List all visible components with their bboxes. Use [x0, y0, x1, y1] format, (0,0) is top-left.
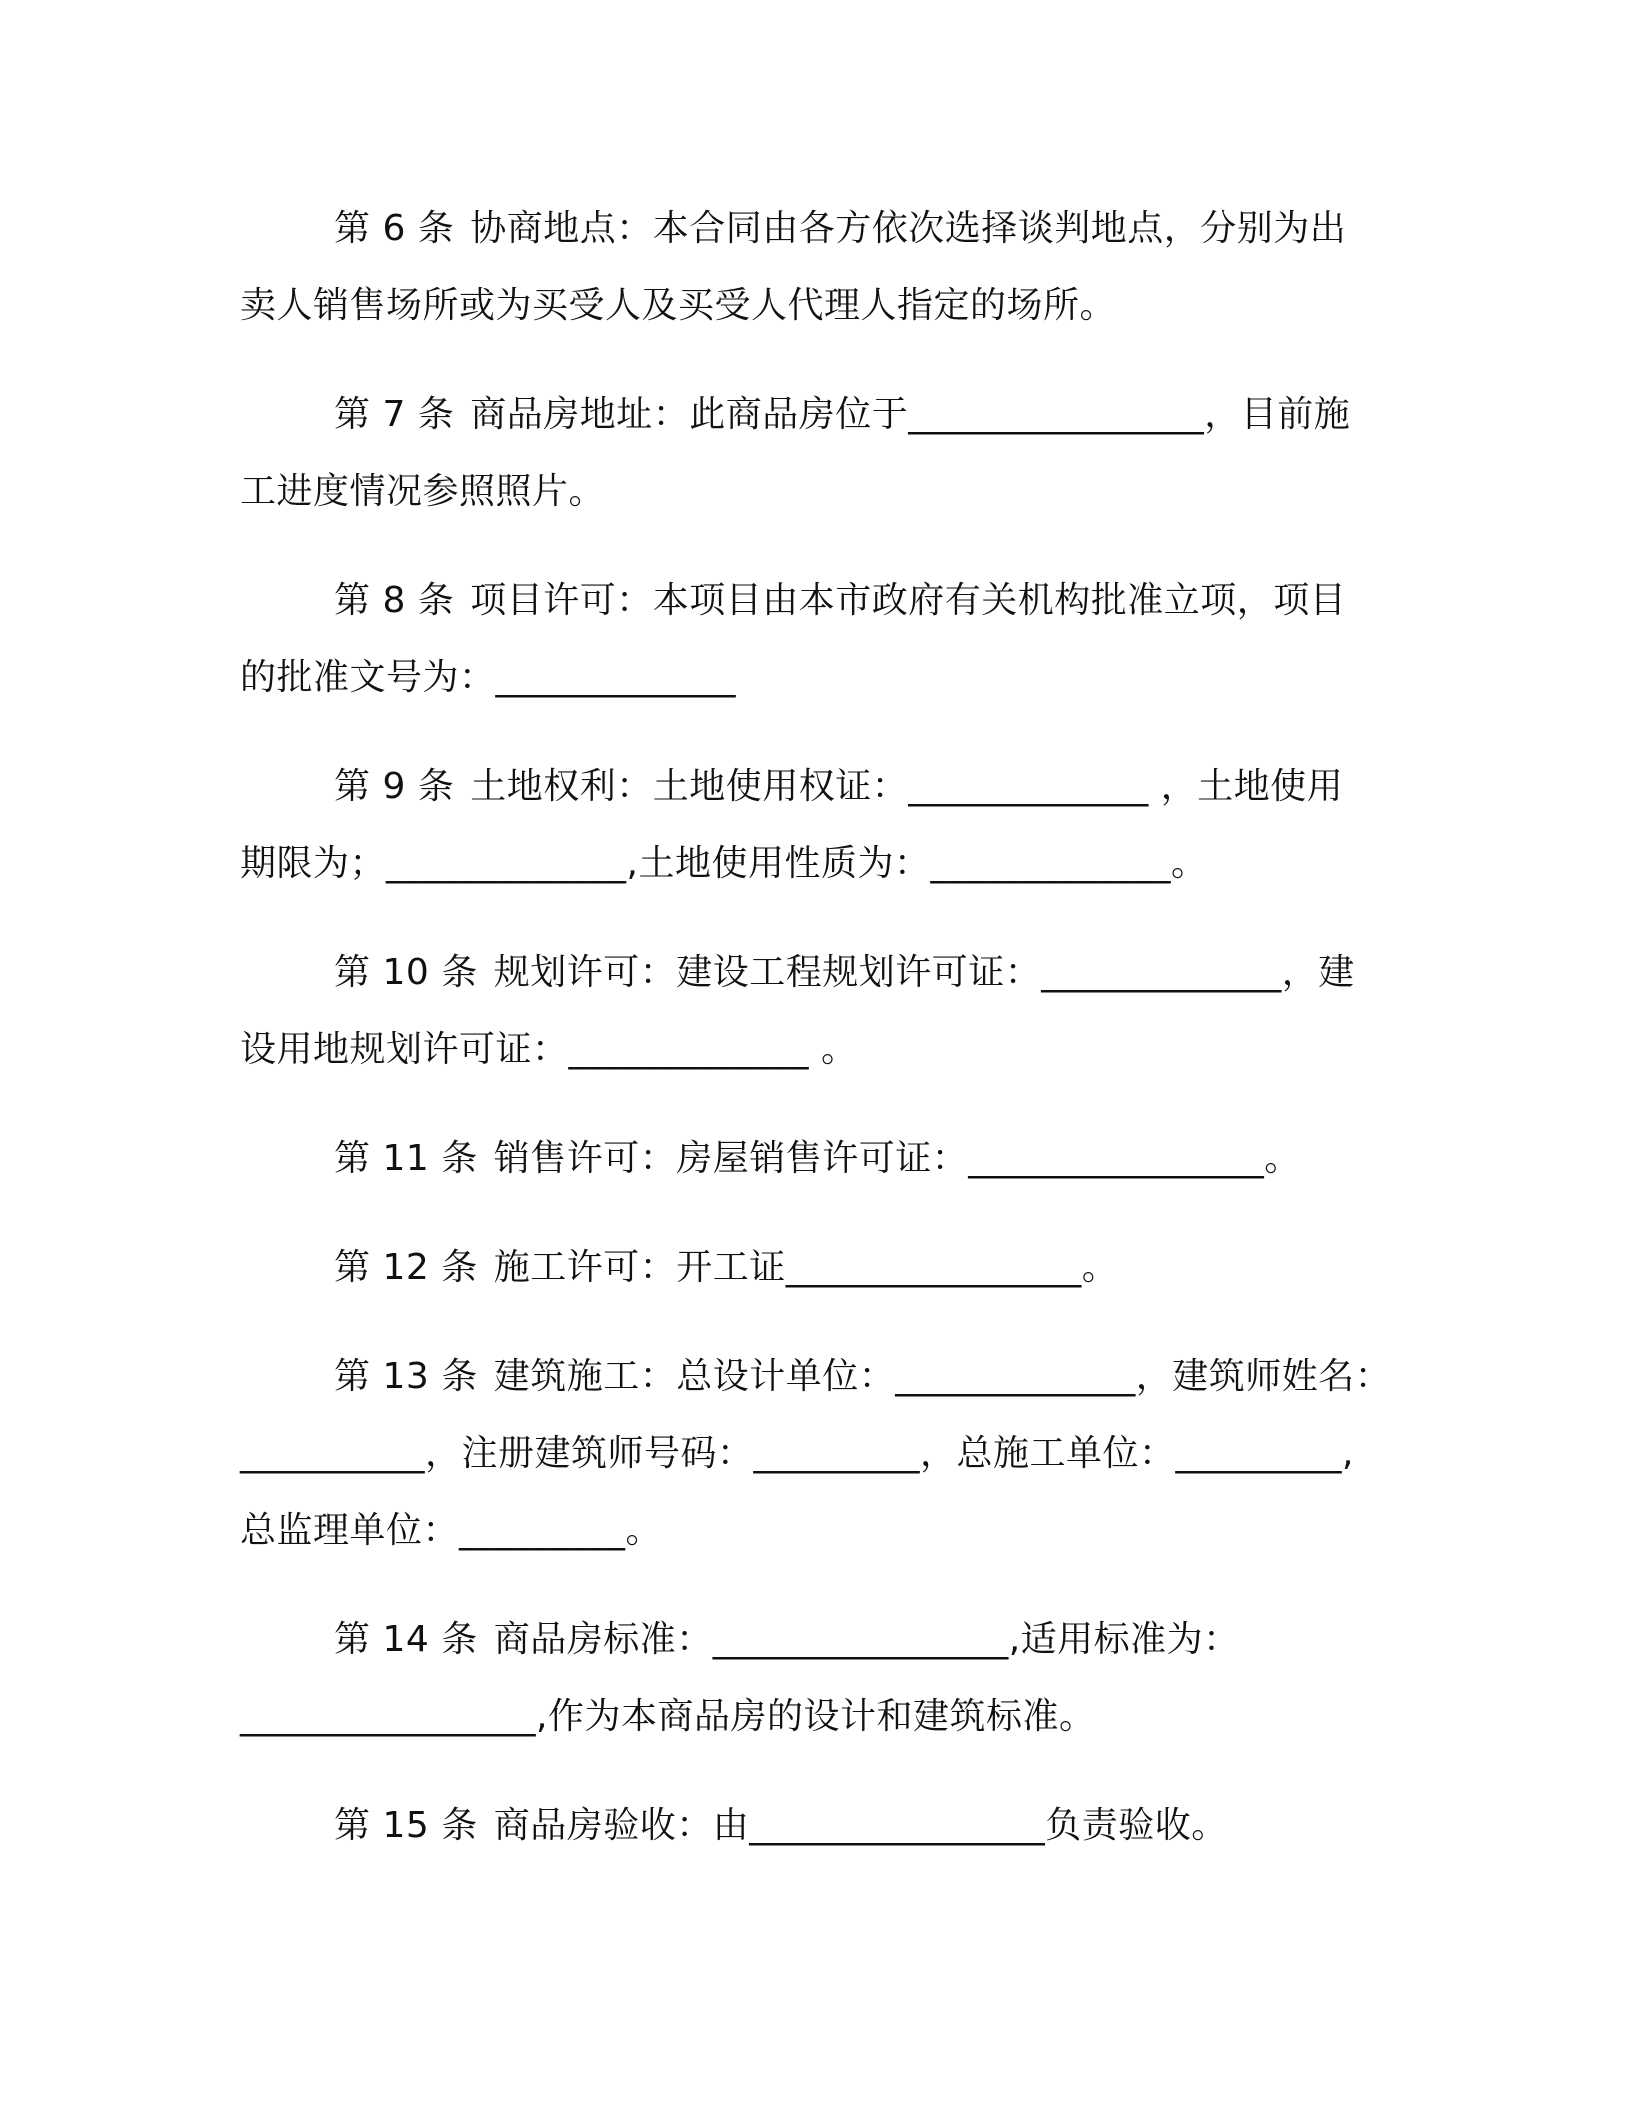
article-10-label: 第 10 条: [334, 952, 478, 993]
article-6-label: 第 6 条: [334, 208, 455, 249]
article-15-text-1: 商品房验收：由________________负责验收。: [493, 1805, 1228, 1846]
article-13-line-2: __________，注册建筑师号码：_________，总施工单位：_________,: [240, 1433, 1354, 1474]
article-11-label: 第 11 条: [334, 1138, 478, 1179]
article-13: [240, 1338, 1390, 1569]
article-7: [240, 376, 1390, 530]
article-9-label: 第 9 条: [334, 766, 455, 807]
article-14-line-2: ________________,作为本商品房的设计和建筑标准。: [240, 1696, 1096, 1737]
article-6-text-1: 协商地点：本合同由各方依次选择谈判地点，分别为出: [470, 208, 1347, 249]
article-7-text-1: 商品房地址：此商品房位于________________，目前施: [470, 394, 1351, 435]
article-9-line-1: [240, 748, 1390, 825]
article-13-text-1: 建筑施工：总设计单位：_____________，建筑师姓名：: [493, 1356, 1392, 1397]
article-9: [240, 748, 1390, 902]
article-8-text-1: 项目许可：本项目由本市政府有关机构批准立项，项目: [470, 580, 1347, 621]
article-9-line-2: 期限为；_____________,土地使用性质为：_____________。: [240, 843, 1208, 884]
article-12-line-1: [240, 1229, 1390, 1306]
article-13-line-1: [240, 1338, 1390, 1415]
article-11-line-1: [240, 1120, 1390, 1197]
article-12-label: 第 12 条: [334, 1247, 478, 1288]
article-14-line-1: [240, 1601, 1390, 1678]
article-10-text-1: 规划许可：建设工程规划许可证：_____________，建: [493, 952, 1355, 993]
article-10-line-1: [240, 934, 1390, 1011]
article-15-line-1: [240, 1787, 1390, 1864]
article-6: [240, 190, 1390, 344]
article-14-text-1: 商品房标准：________________,适用标准为：: [493, 1619, 1240, 1660]
article-10-line-2: 设用地规划许可证：_____________ 。: [240, 1029, 858, 1070]
article-12-text-1: 施工许可：开工证________________。: [493, 1247, 1119, 1288]
article-8-line-2: 的批准文号为：_____________: [240, 657, 737, 698]
article-13-label: 第 13 条: [334, 1356, 478, 1397]
article-14: [240, 1601, 1390, 1755]
article-7-line-1: [240, 376, 1390, 453]
document-page: [240, 190, 1390, 1896]
article-6-line-2: 卖人销售场所或为买受人及买受人代理人指定的场所。: [240, 285, 1117, 326]
article-8: [240, 562, 1390, 716]
article-13-line-3: 总监理单位：_________。: [240, 1510, 663, 1551]
article-6-line-1: [240, 190, 1390, 267]
article-10: [240, 934, 1390, 1088]
article-8-label: 第 8 条: [334, 580, 455, 621]
article-11-text-1: 销售许可：房屋销售许可证：________________。: [493, 1138, 1301, 1179]
article-7-label: 第 7 条: [334, 394, 455, 435]
article-14-label: 第 14 条: [334, 1619, 478, 1660]
article-7-line-2: 工进度情况参照照片。: [240, 471, 606, 512]
article-9-text-1: 土地权利：土地使用权证：_____________ ，土地使用: [470, 766, 1344, 807]
article-8-line-1: [240, 562, 1390, 639]
article-12: [240, 1229, 1390, 1306]
article-11: [240, 1120, 1390, 1197]
article-15-label: 第 15 条: [334, 1805, 478, 1846]
article-15: [240, 1787, 1390, 1864]
